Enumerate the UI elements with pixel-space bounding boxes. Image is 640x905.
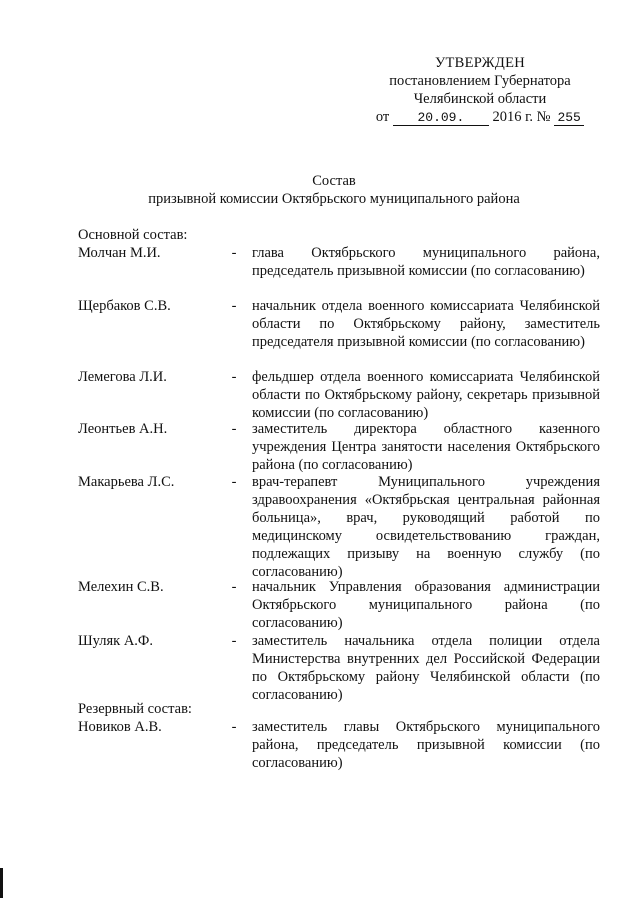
approval-line-2: Челябинской области [413, 91, 547, 107]
approval-year-suffix: 2016 г. № [492, 109, 551, 125]
member-role: заместитель начальника отдела полиции отдела Министерства внутренних дел Российской Федерации по Октябрьскому району Челябинской области (по согласованию) [252, 633, 600, 703]
member-role: начальник Управления образования администрации Октябрьского муниципального района (по согласованию) [252, 579, 600, 631]
member-dash: - [231, 245, 237, 261]
approval-number: 255 [554, 110, 584, 126]
member-name: Щербаков С.В. [78, 298, 171, 314]
member-dash: - [231, 474, 237, 490]
main-section-label: Основной состав: [78, 227, 188, 243]
member-name: Мелехин С.В. [78, 579, 164, 595]
member-name: Шуляк А.Ф. [78, 633, 153, 649]
title-line-1: Состав [312, 173, 356, 189]
approval-date-line [370, 108, 590, 126]
approval-stamp [370, 54, 590, 126]
approval-heading: УТВЕРЖДЕН [434, 55, 526, 71]
approval-from-prefix: от [375, 109, 390, 125]
member-dash: - [231, 421, 237, 437]
member-role: заместитель директора областного казенного учреждения Центра занятости населения Октябрьского района (по согласованию) [252, 421, 600, 473]
member-name: Новиков А.В. [78, 719, 162, 735]
approval-line-1: постановлением Губернатора [389, 73, 571, 89]
reserve-section-label: Резервный состав: [78, 701, 192, 717]
scan-edge-mark [0, 868, 3, 898]
member-dash: - [231, 633, 237, 649]
member-dash: - [231, 298, 237, 314]
member-dash: - [231, 579, 237, 595]
member-dash: - [231, 719, 237, 735]
member-role: начальник отдела военного комиссариата Челябинской области по Октябрьскому району, заместитель председателя призывной комиссии (по согласованию) [252, 298, 600, 350]
member-name: Молчан М.И. [78, 245, 161, 261]
member-name: Леонтьев А.Н. [78, 421, 168, 437]
member-dash: - [231, 369, 237, 385]
member-name: Макарьева Л.С. [78, 474, 175, 490]
member-name: Лемегова Л.И. [78, 369, 167, 385]
document-title [78, 172, 590, 208]
member-role: заместитель главы Октябрьского муниципального района, председатель призывной комиссии (по согласованию) [252, 719, 600, 771]
title-line-2: призывной комиссии Октябрьского муниципального района [148, 191, 520, 207]
member-role: глава Октябрьского муниципального района, председатель призывной комиссии (по согласованию) [252, 245, 600, 279]
member-role: врач-терапевт Муниципального учреждения здравоохранения «Октябрьская центральная районная больница», врач, руководящий работой по медицинскому освидетельствованию граждан, подлежащих призыву на военную службу (по согласованию) [252, 474, 600, 580]
member-role: фельдшер отдела военного комиссариата Челябинской области по Октябрьскому району, секретарь призывной комиссии (по согласованию) [252, 369, 600, 421]
approval-date: 20.09. [393, 110, 489, 126]
